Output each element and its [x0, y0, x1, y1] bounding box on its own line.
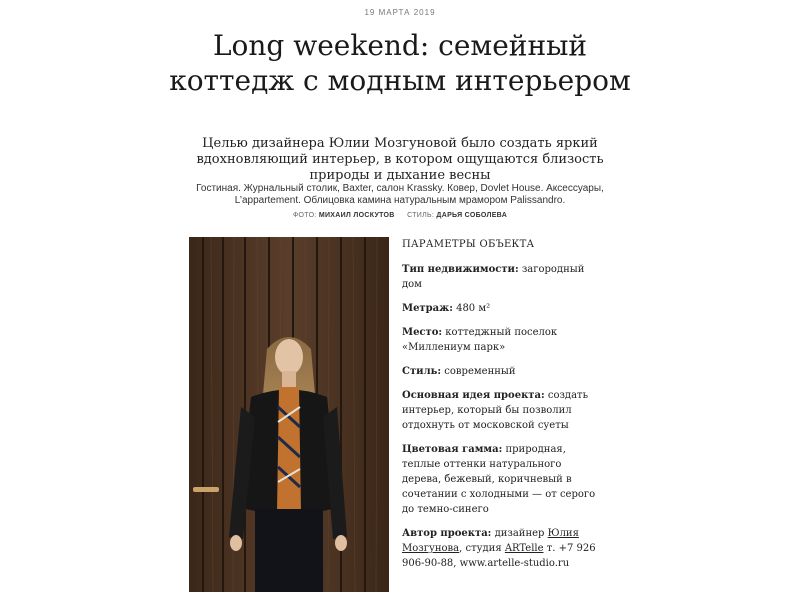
param-author	[402, 526, 602, 571]
designer-portrait	[189, 237, 389, 592]
param-key: Цветовая гамма:	[402, 444, 503, 455]
param-key: Тип недвижимости:	[402, 264, 519, 275]
article-date: 19 МАРТА 2019	[364, 8, 436, 17]
style-credit-name[interactable]: ДАРЬЯ СОБОЛЕВА	[436, 212, 508, 219]
author-prefix: дизайнер	[494, 528, 545, 539]
author-contacts: т. +7 926 906-90-88, www.artelle-studio.ru	[402, 543, 596, 569]
param-value: современный	[444, 366, 516, 377]
object-parameters	[402, 237, 602, 580]
param-value: создать интерьер, который бы позволил отдохнуть от московской суеты	[402, 390, 589, 431]
author-studio-prefix: , студия	[459, 543, 502, 554]
param-key: Метраж:	[402, 303, 453, 314]
param-value: природная, теплые оттенки натурального дерева, бежевый, коричневый в сочетании с холодными — от серого до темно-синего	[402, 444, 596, 515]
param-main-idea	[402, 388, 602, 433]
param-key: Автор проекта:	[402, 528, 492, 539]
param-key: Место:	[402, 327, 443, 338]
param-value: 480 м²	[456, 303, 491, 314]
photo-credit-name[interactable]: МИХАИЛ ЛОСКУТОВ	[318, 212, 395, 219]
param-color-scheme	[402, 442, 602, 517]
author-name-link[interactable]: Юлия Мозгунова	[402, 528, 579, 554]
param-location	[402, 325, 602, 355]
param-value: коттеджный поселок «Миллениум парк»	[402, 327, 558, 353]
param-value: загородный дом	[402, 264, 585, 290]
params-heading: ПАРАМЕТРЫ ОБЪЕКТА	[402, 239, 535, 250]
studio-name-link[interactable]: ARTelle	[504, 543, 544, 554]
article-lead: Целью дизайнера Юлии Мозгуновой было создать яркий вдохновляющий интерьер, в котором ощущаются близость природы и дыхание весны	[196, 136, 604, 183]
param-style	[402, 364, 602, 379]
article-title: Long weekend: семейный коттедж с модным интерьером	[169, 29, 631, 97]
param-key: Стиль:	[402, 366, 442, 377]
param-area	[402, 301, 602, 316]
param-property-type	[402, 262, 602, 292]
photo-credit-label: ФОТО:	[292, 212, 317, 219]
style-credit-label: СТИЛЬ:	[407, 212, 435, 219]
param-key: Основная идея проекта:	[402, 390, 545, 401]
door-handle-icon	[193, 487, 219, 492]
photo-caption: Гостиная. Журнальный столик, Baxter, салон Krassky. Ковер, Dovlet House. Аксессуары, L’appartement. Облицовка камина натуральным мрамором Palissandro.	[196, 183, 604, 206]
credits-line	[0, 212, 800, 219]
